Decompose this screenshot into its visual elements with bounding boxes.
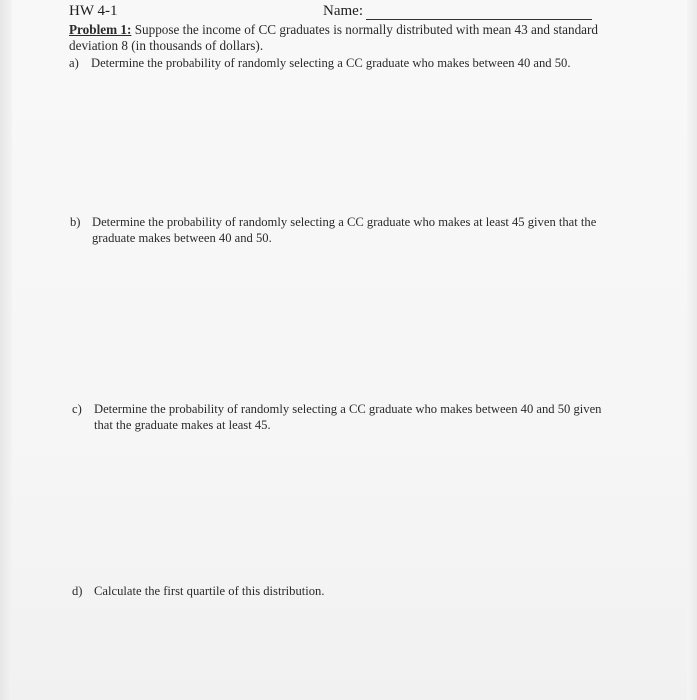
part-text: Calculate the first quartile of this distribution.: [94, 584, 325, 598]
part-letter: a): [69, 56, 79, 70]
problem-label: Problem 1:: [69, 22, 132, 37]
page-right-edge: [687, 0, 697, 700]
part-text: Determine the probability of randomly selecting a CC graduate who makes between 40 and 50.: [91, 56, 571, 70]
page-left-edge: [0, 0, 12, 700]
part-text: Determine the probability of randomly selecting a CC graduate who makes at least 45 given that the graduate makes between 40 and 50.: [92, 215, 597, 245]
name-blank-line: [366, 19, 592, 20]
problem-text: Suppose the income of CC graduates is normally distributed with mean 43 and standard deviation 8 (in thousands of dollars).: [69, 22, 598, 53]
part-text: Determine the probability of randomly selecting a CC graduate who makes between 40 and 50 given that the graduate makes at least 45.: [94, 402, 602, 432]
name-label: Name:: [323, 3, 363, 19]
homework-title: HW 4-1: [69, 3, 118, 19]
part-letter: b): [70, 215, 81, 229]
problem-statement: [69, 22, 609, 54]
part-letter: c): [72, 402, 82, 416]
part-letter: d): [72, 584, 83, 598]
